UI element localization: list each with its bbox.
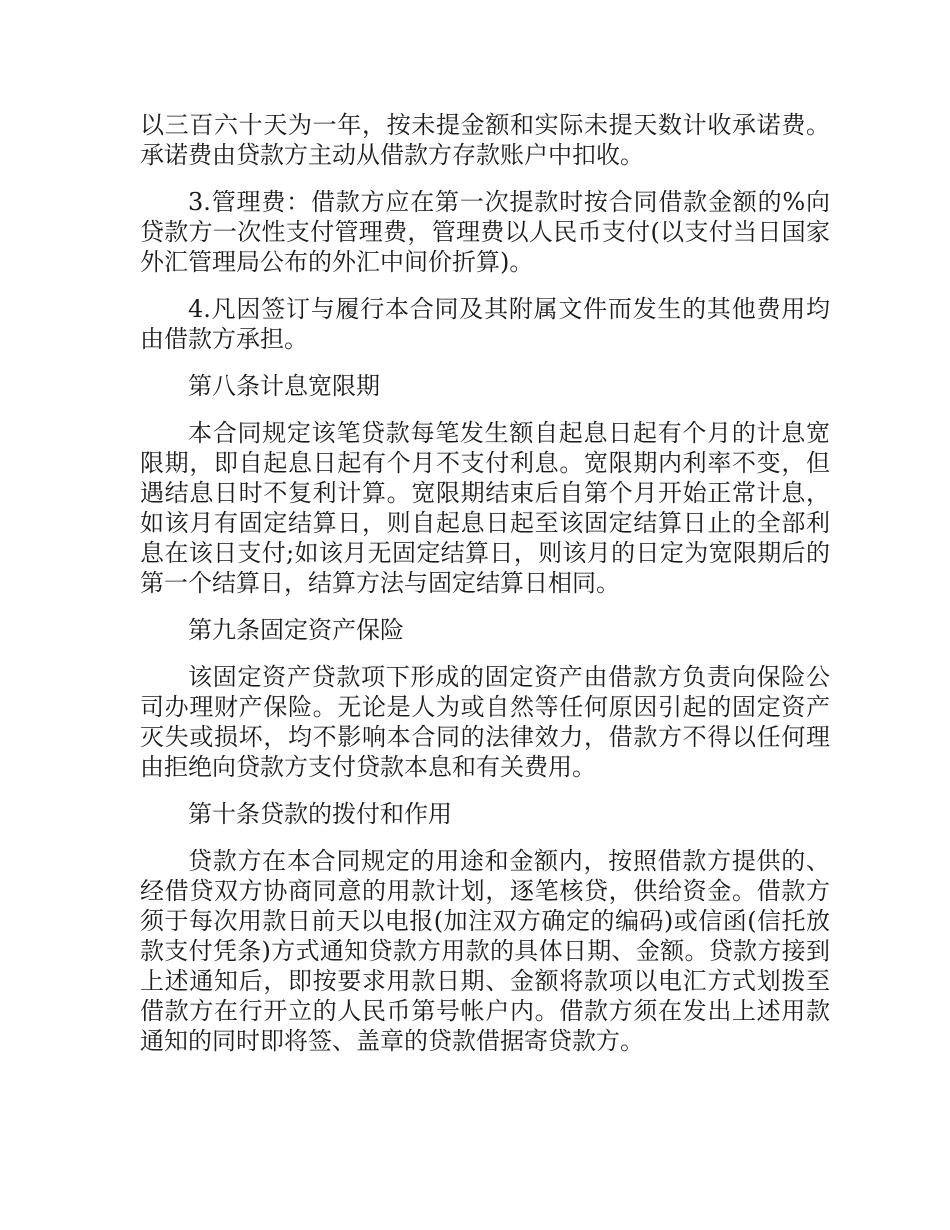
paragraph-asset-insurance: 该固定资产贷款项下形成的固定资产由借款方负责向保险公司办理财产保险。无论是人为或自然等任何原因引起的固定资产灭失或损坏，均不影响本合同的法律效力，借款方不得以任何理由拒绝向贷款方支付贷款本息和有关费用。 — [140, 663, 830, 781]
paragraph-other-fees: 4.凡因签订与履行本合同及其附属文件而发生的其他费用均由借款方承担。 — [140, 295, 830, 353]
paragraph-management-fee: 3.管理费：借款方应在第一次提款时按合同借款金额的%向贷款方一次性支付管理费，管理费以人民币支付(以支付当日国家外汇管理局公布的外汇中间价折算)。 — [140, 188, 830, 276]
paragraph-commitment-fee: 以三百六十天为一年，按未提金额和实际未提天数计收承诺费。承诺费由贷款方主动从借款方存款账户中扣收。 — [140, 111, 830, 169]
article-8-heading: 第八条计息宽限期 — [188, 372, 380, 400]
paragraph-grace-period: 本合同规定该笔贷款每笔发生额自起息日起有个月的计息宽限期，即自起息日起有个月不支付利息。宽限期内利率不变，但遇结息日时不复利计算。宽限期结束后自第个月开始正常计息，如该月有固定结算日，则自起息日起至该固定结算日止的全部利息在该日支付;如该月无固定结算日，则该月的日定为宽限期后的第一个结算日，结算方法与固定结算日相同。 — [140, 419, 830, 597]
article-10-heading: 第十条贷款的拨付和作用 — [188, 800, 452, 828]
paragraph-disbursement: 贷款方在本合同规定的用途和金额内，按照借款方提供的、经借贷双方协商同意的用款计划，逐笔核贷，供给资金。借款方须于每次用款日前天以电报(加注双方确定的编码)或信函(信托放款支付凭条)方式通知贷款方用款的具体日期、金额。贷款方接到上述通知后，即按要求用款日期、金额将款项以电汇方式划拨至借款方在行开立的人民币第号帐户内。借款方须在发出上述用款通知的同时即将签、盖章的贷款借据寄贷款方。 — [140, 847, 830, 1055]
article-9-heading: 第九条固定资产保险 — [188, 616, 404, 644]
document-body — [140, 110, 830, 1073]
